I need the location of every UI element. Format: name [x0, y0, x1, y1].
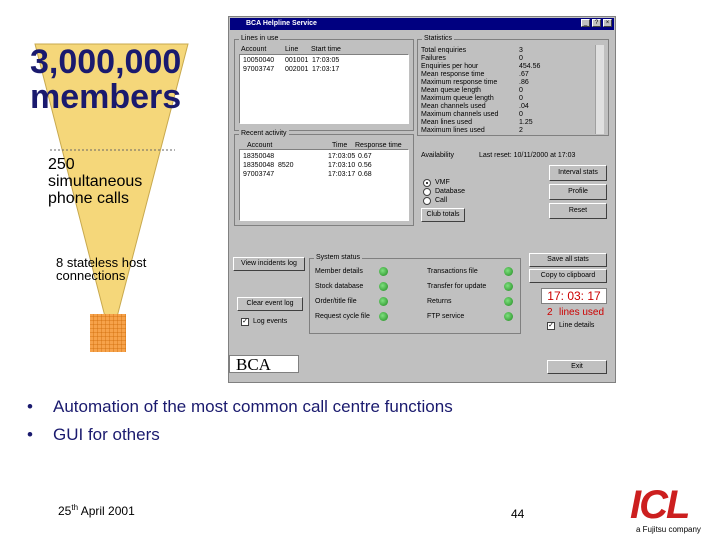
status-label: FTP service [427, 313, 465, 320]
statistic-value: .86 [519, 79, 529, 86]
icl-logo-text: ICL [630, 483, 689, 527]
status-label: Returns [427, 298, 452, 305]
vmf-radio[interactable] [423, 179, 431, 187]
line-row-start: 17:03:05 [312, 57, 340, 64]
lines-header-account: Account [241, 46, 267, 53]
statistic-value: 454.56 [519, 63, 541, 70]
database-radio-label: Database [435, 188, 465, 195]
lines-used-label: lines used [559, 307, 605, 318]
window-title: BCA Helpline Service [246, 20, 317, 27]
statistics-list [419, 45, 607, 134]
statistic-value: 0 [519, 111, 523, 118]
recent-header-response: Response time [355, 142, 402, 149]
database-radio[interactable] [423, 188, 431, 196]
icl-logo [630, 485, 708, 537]
page-number: 44 [511, 507, 525, 521]
date-day: 25 [58, 504, 72, 518]
statistic-value: .67 [519, 71, 529, 78]
vmf-radio-label: VMF [435, 179, 450, 186]
statistic-label: Mean channels used [421, 103, 486, 110]
view-incidents-log-button[interactable]: View incidents log [233, 257, 305, 271]
save-all-stats-button[interactable]: Save all stats [529, 253, 607, 267]
bullet-text: GUI for others [53, 425, 160, 444]
status-ok-icon [504, 297, 513, 306]
recent-activity-cell: 97003747 [243, 171, 275, 178]
line-row-start: 17:03:17 [312, 66, 340, 73]
status-ok-icon [504, 312, 513, 321]
recent-activity-label: Recent activity [241, 130, 287, 137]
bullet-item [27, 425, 160, 445]
statistics-label: Statistics [424, 35, 453, 42]
helpline-window [228, 16, 616, 383]
recent-activity-cell: 0.67 [358, 153, 372, 160]
hosts-line-1: 8 stateless host [56, 255, 147, 270]
statistic-label: Mean queue length [421, 87, 481, 94]
statistic-label: Maximum response time [421, 79, 498, 86]
statistics-scrollbar[interactable] [595, 45, 604, 134]
statistic-label: Mean lines used [421, 119, 472, 126]
status-label: Transfer for update [427, 283, 487, 290]
help-button[interactable]: ? [592, 19, 601, 27]
line-row-line: 002001 [285, 66, 309, 73]
icl-logo-tagline: a Fujitsu company [636, 525, 701, 534]
statistic-value: 1.25 [519, 119, 533, 126]
profile-button[interactable]: Profile [549, 184, 607, 200]
statistic-value: .04 [519, 103, 529, 110]
status-label: Transactions file [427, 268, 478, 275]
statistic-label: Maximum channels used [421, 111, 499, 118]
calls-number: 250 [48, 156, 75, 173]
status-ok-icon [379, 282, 388, 291]
recent-header-account: Account [247, 142, 273, 149]
line-details-checkbox[interactable]: ✓ [548, 322, 554, 329]
lines-list[interactable] [239, 54, 409, 124]
availability-label: Availability [421, 152, 454, 159]
members-label: members [30, 78, 182, 116]
status-label: Order/title file [315, 298, 357, 305]
bullet-text: Automation of the most common call centre functions [53, 397, 453, 416]
copy-to-clipboard-button[interactable]: Copy to clipboard [529, 269, 607, 283]
bca-logo: BCA [229, 355, 299, 373]
status-ok-icon [379, 267, 388, 276]
status-ok-icon [379, 312, 388, 321]
members-number: 3,000,000 [30, 43, 182, 81]
date-suffix: th [71, 503, 79, 512]
recent-activity-cell: 17:03:10 [328, 162, 356, 169]
call-radio-label: Call [435, 197, 448, 204]
status-ok-icon [379, 297, 388, 306]
recent-activity-cell: 17:03:05 [328, 153, 356, 160]
status-label: Member details [315, 268, 363, 275]
recent-activity-cell: 0.56 [358, 162, 372, 169]
calls-line-2: simultaneous [48, 173, 143, 190]
footer-date [58, 503, 135, 518]
club-totals-button[interactable]: Club totals [421, 208, 465, 222]
recent-activity-cell: 18350048 [243, 153, 275, 160]
status-label: Request cycle file [315, 313, 370, 320]
log-events-checkbox[interactable]: ✓ [242, 318, 248, 325]
line-details-label: Line details [559, 322, 595, 329]
statistic-label: Failures [421, 55, 446, 62]
recent-activity-cell: 8520 [278, 162, 294, 169]
recent-header-time: Time [332, 142, 348, 149]
clock-display: 17: 03: 17 [541, 288, 607, 304]
minimize-button[interactable]: _ [581, 19, 590, 27]
call-radio[interactable] [423, 197, 431, 205]
close-button[interactable]: × [603, 19, 612, 27]
statistic-value: 0 [519, 87, 523, 94]
exit-button[interactable]: Exit [547, 360, 607, 374]
lines-in-use-label: Lines in use [241, 35, 279, 42]
system-status-label: System status [316, 254, 360, 261]
statistic-value: 2 [519, 127, 523, 134]
bullet-marker: • [27, 397, 33, 416]
statistic-label: Mean response time [421, 71, 485, 78]
statistic-value: 0 [519, 55, 523, 62]
line-row-line: 001001 [285, 57, 309, 64]
line-row-account: 97003747 [243, 66, 275, 73]
statistic-label: Enquiries per hour [421, 63, 479, 70]
lines-used-count: 2 [547, 307, 553, 318]
bullet-item [27, 397, 453, 417]
recent-activity-cell: 18350048 [243, 162, 275, 169]
calls-line-3: phone calls [48, 190, 129, 207]
statistic-value: 3 [519, 47, 523, 54]
statistic-label: Maximum lines used [421, 127, 485, 134]
last-reset-text: Last reset: 10/11/2000 at 17:03 [479, 152, 576, 159]
line-row-account: 10050040 [243, 57, 275, 64]
window-title-bar [230, 18, 614, 30]
lines-header-start: Start time [311, 46, 341, 53]
status-ok-icon [504, 267, 513, 276]
connector-block [90, 314, 126, 352]
lines-header-line: Line [285, 46, 299, 53]
hosts-line-2: connections [56, 268, 126, 283]
statistic-label: Total enquiries [421, 47, 467, 54]
interval-stats-button[interactable]: Interval stats [549, 165, 607, 181]
bullet-marker: • [27, 425, 33, 444]
statistic-label: Maximum queue length [421, 95, 494, 102]
log-events-label: Log events [253, 318, 288, 325]
recent-activity-list[interactable] [239, 149, 409, 221]
recent-activity-cell: 17:03:17 [328, 171, 356, 178]
clear-event-log-button[interactable]: Clear event log [237, 297, 303, 311]
recent-activity-cell: 0.68 [358, 171, 372, 178]
reset-button[interactable]: Reset [549, 203, 607, 219]
status-ok-icon [504, 282, 513, 291]
status-label: Stock database [315, 283, 364, 290]
date-rest: April 2001 [78, 504, 135, 518]
statistic-value: 0 [519, 95, 523, 102]
